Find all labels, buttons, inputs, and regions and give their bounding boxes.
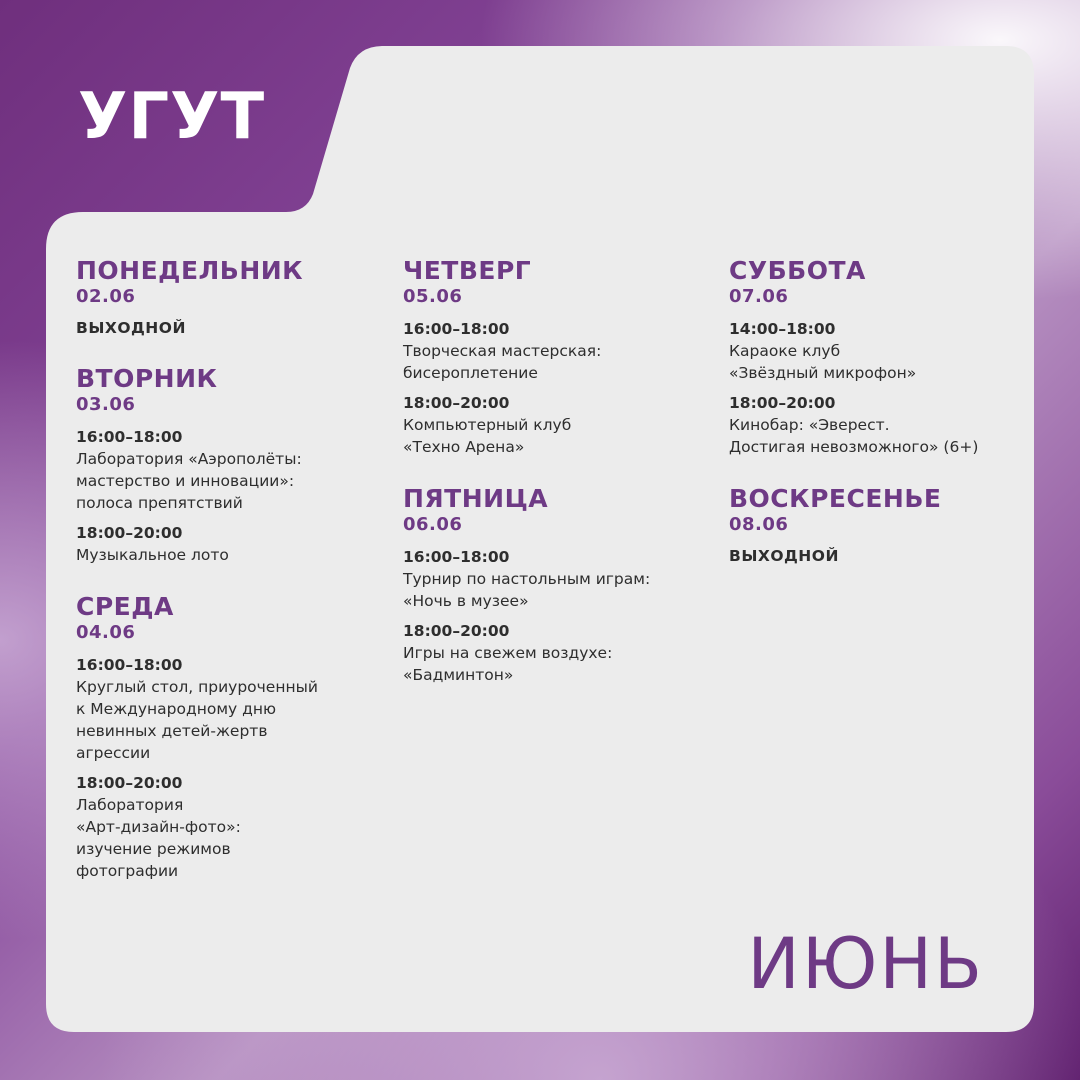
month-title: ИЮНЬ — [747, 923, 984, 1005]
event-title: Лаборатория «Арт-дизайн-фото»: изучение режимов фотографии — [76, 796, 241, 880]
event-item — [403, 392, 703, 458]
day-name: СУББОТА — [729, 256, 866, 285]
event-title: Компьютерный клуб «Техно Арена» — [403, 416, 572, 456]
event-time: 18:00–20:00 — [76, 524, 183, 542]
event-time: 14:00–18:00 — [729, 320, 836, 338]
day-block — [403, 256, 703, 458]
day-block — [76, 364, 376, 566]
event-title: Кинобар: «Эверест. Достигая невозможного» (6+) — [729, 416, 979, 456]
event-item — [729, 318, 1029, 384]
event-title: Творческая мастерская: бисероплетение — [403, 342, 602, 382]
event-time: 16:00–18:00 — [403, 548, 510, 566]
day-name: ПЯТНИЦА — [403, 484, 549, 513]
event-title: Турнир по настольным играм: «Ночь в музее» — [403, 570, 651, 610]
day-name: СРЕДА — [76, 592, 174, 621]
event-item — [76, 772, 376, 882]
event-title: Игры на свежем воздухе: «Бадминтон» — [403, 644, 613, 684]
event-time: 16:00–18:00 — [76, 656, 183, 674]
event-title: Лаборатория «Аэрополёты: мастерство и инновации»: полоса препятствий — [76, 450, 302, 512]
event-title: Караоке клуб «Звёздный микрофон» — [729, 342, 917, 382]
event-time: 18:00–20:00 — [403, 394, 510, 412]
event-title: Круглый стол, приуроченный к Международному дню невинных детей-жертв агрессии — [76, 678, 318, 762]
schedule-column-2 — [403, 256, 703, 712]
event-item — [729, 392, 1029, 458]
day-date: 02.06 — [76, 286, 136, 307]
event-item — [76, 654, 376, 764]
day-block — [729, 484, 1029, 566]
brand-logo: УГУТ — [78, 80, 266, 154]
event-item — [403, 546, 703, 612]
day-block — [76, 592, 376, 882]
day-date: 08.06 — [729, 514, 789, 535]
event-item — [76, 522, 376, 566]
event-time: 16:00–18:00 — [76, 428, 183, 446]
day-date: 04.06 — [76, 622, 136, 643]
schedule-column-1 — [76, 256, 376, 908]
day-name: ВОСКРЕСЕНЬЕ — [729, 484, 942, 513]
day-name: ПОНЕДЕЛЬНИК — [76, 256, 304, 285]
day-off-label: ВЫХОДНОЙ — [76, 319, 186, 337]
day-name: ВТОРНИК — [76, 364, 218, 393]
day-off-label: ВЫХОДНОЙ — [729, 547, 839, 565]
day-date: 03.06 — [76, 394, 136, 415]
day-date: 07.06 — [729, 286, 789, 307]
schedule-column-3 — [729, 256, 1029, 592]
day-name: ЧЕТВЕРГ — [403, 256, 532, 285]
event-time: 18:00–20:00 — [76, 774, 183, 792]
event-time: 18:00–20:00 — [403, 622, 510, 640]
day-block — [403, 484, 703, 686]
event-item — [403, 318, 703, 384]
event-time: 18:00–20:00 — [729, 394, 836, 412]
day-date: 05.06 — [403, 286, 463, 307]
day-block — [76, 256, 376, 338]
event-item — [76, 426, 376, 514]
day-block — [729, 256, 1029, 458]
day-date: 06.06 — [403, 514, 463, 535]
event-time: 16:00–18:00 — [403, 320, 510, 338]
event-item — [403, 620, 703, 686]
event-title: Музыкальное лото — [76, 546, 229, 564]
